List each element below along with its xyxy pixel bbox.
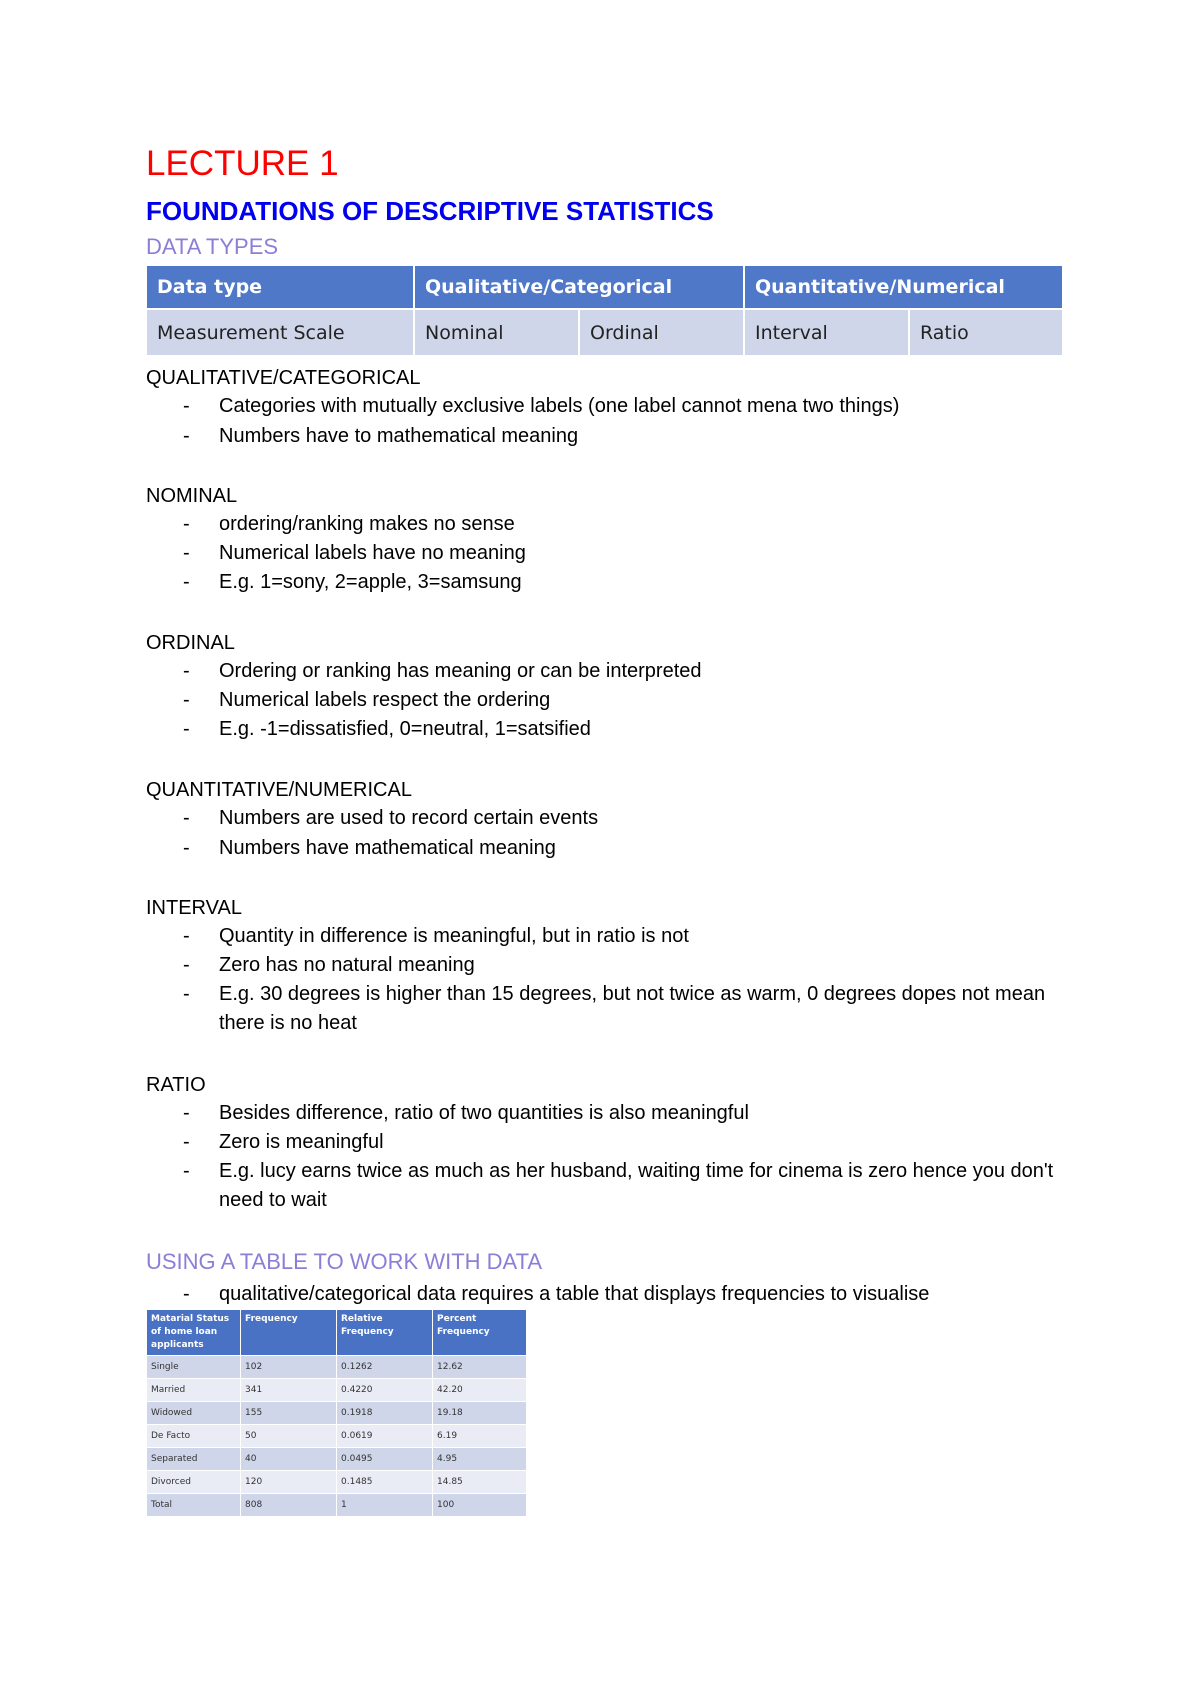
table-cell: 0.1918 (337, 1402, 432, 1424)
table-cell: 19.18 (433, 1402, 526, 1424)
bullet-dash: - (183, 954, 190, 976)
list-item (183, 686, 1063, 715)
page-title: LECTURE 1 (146, 144, 339, 183)
list-item-text: Numerical labels have no meaning (219, 542, 526, 564)
column-header: Relative Frequency (337, 1310, 432, 1355)
table-cell: 12.62 (433, 1356, 526, 1378)
table-cell: 0.0619 (337, 1425, 432, 1447)
table-cell: 120 (241, 1471, 336, 1493)
bullet-dash: - (183, 660, 190, 682)
data-types-table (145, 264, 1064, 357)
list-item-text: E.g. 30 degrees is higher than 15 degrees, but not twice as warm, 0 degrees dopes not mean there is no heat (219, 983, 1046, 1034)
table-cell: 808 (241, 1494, 336, 1516)
table-cell: Single (147, 1356, 240, 1378)
column-header: Percent Frequency (433, 1310, 526, 1355)
list-item-text: Numbers have mathematical meaning (219, 837, 556, 859)
bullet-dash: - (183, 807, 190, 829)
table-row (147, 1471, 526, 1493)
table-cell: Married (147, 1379, 240, 1401)
list-item-text: qualitative/categorical data requires a table that displays frequencies to visualise (219, 1283, 930, 1305)
table-cell: 100 (433, 1494, 526, 1516)
table-row (147, 1379, 526, 1401)
list-item (183, 951, 1063, 980)
list-item-text: Besides difference, ratio of two quantities is also meaningful (219, 1102, 749, 1124)
table-cell: 341 (241, 1379, 336, 1401)
column-header: Frequency (241, 1310, 336, 1355)
list-item (183, 657, 1063, 686)
header-cell: Data type (147, 266, 413, 308)
table-cell: Total (147, 1494, 240, 1516)
section-label: QUALITATIVE/CATEGORICAL (146, 367, 421, 389)
scale-cell: Measurement Scale (147, 310, 413, 355)
table-cell: 6.19 (433, 1425, 526, 1447)
section-label: NOMINAL (146, 485, 238, 507)
list-item (183, 1157, 1063, 1215)
header-cell: Quantitative/Numerical (745, 266, 1062, 308)
table-cell: Widowed (147, 1402, 240, 1424)
list-item-text: E.g. 1=sony, 2=apple, 3=samsung (219, 571, 522, 593)
list-item-text: Zero is meaningful (219, 1131, 384, 1153)
list-item (183, 510, 1063, 539)
list-item (183, 422, 1063, 451)
list-item-text: Numerical labels respect the ordering (219, 689, 551, 711)
list-item (183, 539, 1063, 568)
table-cell: 102 (241, 1356, 336, 1378)
list-item-text: Ordering or ranking has meaning or can be interpreted (219, 660, 702, 682)
data-types-heading: DATA TYPES (146, 234, 279, 259)
scale-cell: Interval (745, 310, 908, 355)
bullet-dash: - (183, 571, 190, 593)
table-row (147, 1494, 526, 1516)
section-label: RATIO (146, 1074, 206, 1096)
bullet-dash: - (183, 1283, 190, 1305)
measurement-scale-row (147, 310, 1062, 355)
list-item (183, 804, 1063, 833)
bullet-dash: - (183, 983, 190, 1005)
scale-cell: Ordinal (580, 310, 743, 355)
table-cell: 42.20 (433, 1379, 526, 1401)
page-subtitle: FOUNDATIONS OF DESCRIPTIVE STATISTICS (146, 196, 714, 226)
list-item (183, 980, 1063, 1038)
list-item-text: E.g. lucy earns twice as much as her husband, waiting time for cinema is zero hence you don't need to wait (219, 1160, 1054, 1211)
table-cell: 40 (241, 1448, 336, 1470)
table-row (147, 1425, 526, 1447)
section-label: INTERVAL (146, 897, 242, 919)
list-item-text: Quantity in difference is meaningful, but in ratio is not (219, 925, 689, 947)
list-item-text: E.g. -1=dissatisfied, 0=neutral, 1=satsified (219, 718, 591, 740)
table-cell: 0.1485 (337, 1471, 432, 1493)
table-cell: 14.85 (433, 1471, 526, 1493)
table-cell: Separated (147, 1448, 240, 1470)
table-cell: 155 (241, 1402, 336, 1424)
data-types-header-row (147, 266, 1062, 308)
table-cell: 1 (337, 1494, 432, 1516)
list-item (183, 1099, 1063, 1128)
list-item (183, 1128, 1063, 1157)
bullet-dash: - (183, 1131, 190, 1153)
list-item (183, 568, 1063, 597)
table-row (147, 1356, 526, 1378)
list-item-text: Numbers are used to record certain events (219, 807, 599, 829)
bullet-dash: - (183, 689, 190, 711)
list-item-text: Zero has no natural meaning (219, 954, 475, 976)
table-cell: 0.1262 (337, 1356, 432, 1378)
scale-cell: Ratio (910, 310, 1062, 355)
list-item (183, 715, 1063, 744)
list-item (183, 1280, 1063, 1309)
table-cell: 0.0495 (337, 1448, 432, 1470)
using-table-heading: USING A TABLE TO WORK WITH DATA (146, 1249, 543, 1274)
frequency-table (146, 1309, 527, 1517)
bullet-dash: - (183, 395, 190, 417)
list-item (183, 922, 1063, 951)
bullet-dash: - (183, 542, 190, 564)
list-item-text: Numbers have to mathematical meaning (219, 425, 579, 447)
table-row (147, 1402, 526, 1424)
list-item (183, 392, 1063, 421)
section-label: QUANTITATIVE/NUMERICAL (146, 779, 412, 801)
table-cell: 50 (241, 1425, 336, 1447)
scale-cell: Nominal (415, 310, 578, 355)
list-item-text: ordering/ranking makes no sense (219, 513, 515, 535)
section-label: ORDINAL (146, 632, 235, 654)
column-header: Matarial Status of home loan applicants (147, 1310, 240, 1355)
list-item-text: Categories with mutually exclusive labels (one label cannot mena two things) (219, 395, 900, 417)
table-row (147, 1448, 526, 1470)
bullet-dash: - (183, 837, 190, 859)
header-cell: Qualitative/Categorical (415, 266, 743, 308)
bullet-dash: - (183, 925, 190, 947)
table-cell: Divorced (147, 1471, 240, 1493)
bullet-dash: - (183, 425, 190, 447)
frequency-header-row (147, 1310, 526, 1355)
table-cell: 0.4220 (337, 1379, 432, 1401)
list-item (183, 834, 1063, 863)
bullet-dash: - (183, 718, 190, 740)
bullet-dash: - (183, 513, 190, 535)
bullet-dash: - (183, 1102, 190, 1124)
table-cell: 4.95 (433, 1448, 526, 1470)
table-cell: De Facto (147, 1425, 240, 1447)
bullet-dash: - (183, 1160, 190, 1182)
